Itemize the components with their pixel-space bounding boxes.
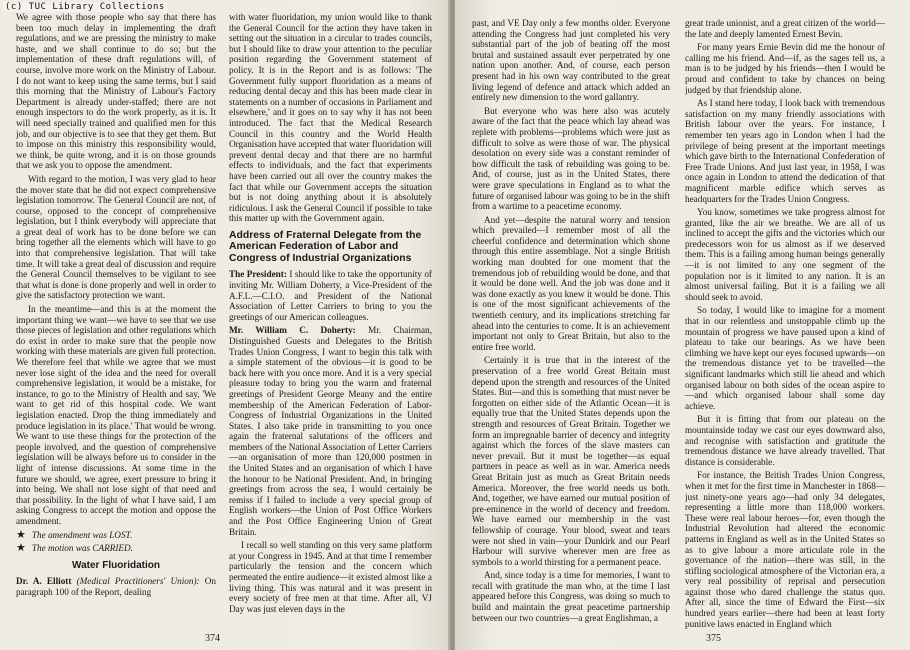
paragraph: Certainly it is true that in the interest of the preservation of a free world Great Britain must depend upon the strength and resources of the United States. But—and this is something that must never be forgotten on either side of the Atlantic Ocean—it is equally true that the United States depends upon the strength and resources of Great Britain. Together we form an impregnable barrier of decency and integrity against which the forces of the slave masters can never prevail. But it must be together—as equal partners in peace as well as in war. America needs Great Britain just as much as Great Britain needs America. Moreover, the free world needs us both. And, together, we have earned our mutual position of pre-eminence in the world of decency and freedom. We have earned our membership in the vast fellowship of courage. Your blood, sweat and tears were not shed in vain—your Dunkirk and our Pearl Harbour will survive wherever men are free as symbols to a world thirsting for a permanent peace. <box>472 355 670 567</box>
paragraph: For many years Ernie Bevin did me the honour of calling me his friend. And—if, as the sages tell us, a man is to be judged by his friends—then I would be proud and confident to take by chances on being judged by that friendship alone. <box>685 42 885 95</box>
paragraph: For instance, the British Trades Union Congress, when it met for the first time in Manchester in 1868—just ninety-one years ago—had only 34 delegates, representing a little more than 118,000 workers. These were real labour heroes—for, even though the Industrial Revolution had altered the economic patterns in England as well as in the United States so as to give labour a more articulate role in the governance of the nation—there was still, in the stifling sociological atmosphere of the Victorian era, a very real possibility of reprisal and persecution against those who dared challenge the status quo. After all, since the time of Edward the First—six hundred years earlier—there had been at least forty punitive laws enacted in England which <box>685 470 885 629</box>
left-column-1 <box>16 12 216 630</box>
right-column-1 <box>472 18 670 630</box>
amendment-result <box>16 530 216 541</box>
paragraph: with water fluoridation, my union would like to thank the General Council for the action they have taken in setting out the situation in a circular to trades councils, but I should like to draw your attention to the peculiar position regarding the Government statement of policy. It is in the Report and is as follows: 'The Government fully support fluoridation as a means of reducing dental decay and this has been made clear in statements on a number of occasions in Parliament and elsewhere,' and it goes on to say why it has not been introduced. The fact that the Medical Research Council in this country and the World Health Organisation have accepted that water fluoridation will prevent dental decay and that there are no harmful effects to individuals, and the fact that experiments have been carried out all over the country makes the fact that while our Government accepts the situation but is not doing anything about it is absolutely ridiculous. I ask the General Council if possible to take this matter up with the Government again. <box>229 12 432 224</box>
section-heading-fraternal-delegate: Address of Fraternal Delegate from the American Federation of Labor and Congress of Industrial Organizations <box>229 229 422 264</box>
paragraph: I recall so well standing on this very same platform at your Congress in 1945. And at that time I remember particularly the tension and the concern which permeated the entire audience—it existed almost like a living thing. This was natural and it was present in every society of free men at that time. After all, VJ Day was just eleven days in the <box>229 540 432 614</box>
page-number-right: 375 <box>706 633 721 644</box>
page-number-left: 374 <box>205 633 220 644</box>
paragraph: With regard to the motion, I was very glad to hear the mover state that he did not expect comprehensive legislation tomorrow. The General Council are not, of course, opposed to the concept of comprehensive legislation, but I think everybody will appreciate that a great deal of work has to be done before we can bring together all the elements which will have to go into that comprehensive legislation. That will take time. It will take a great deal of discussion and require the General Council themselves to be vigilant to see that what is done is done properly and well in order to give the satisfactory protection we want. <box>16 173 216 301</box>
speaker-name: The President: <box>229 269 287 280</box>
star-icon: ★ <box>16 542 26 555</box>
paragraph: But everyone who was here also was acutely aware of the fact that the peace which lay ahead was replete with problems—problems which were just as difficult to solve as were those of war. The physical desolation on every side was a constant reminder of how difficult the task of rebuilding was going to be. And, of course, just as in the United States, there were grave speculations in England as to what the future of organised labour was going to be in the shift from a wartime to a peacetime economy. <box>472 105 670 212</box>
star-icon: ★ <box>16 528 26 541</box>
paragraph: So today, I would like to imagine for a moment that in our relentless and unstoppable climb up the mountain of progress we have paused upon a kind of plateau to take our bearings. As we have been climbing we have kept our eyes focused upwards—on the tremendous distance yet to be travelled—the significant landmarks which still lie ahead and which organised labour on both sides of the ocean aspire to—and which organised labour shall some day achieve. <box>685 305 885 411</box>
paragraph: But it is fitting that from our plateau on the mountainside today we cast our eyes downward also, and recognise with satisfaction and gratitude the tremendous distance we have already travelled. That distance is considerable. <box>685 414 885 467</box>
paragraph: In the meantime—and this is at the moment the important thing we want—we have to see that we use those pieces of legislation and other regulations which do exist in order to make sure that the people now working with these materials are given full protection. We therefore feel that while we agree that we must never lose sight of the idea and the need for overall comprehensive legislation, it would be a mistake, for instance, to go to the Ministry of Health and say, 'We want to get rid of this hospital code. We want legislation enacted. Drop the thing immediately and produce legislation in its place.' That would be wrong. We want to use these things for the protection of the people involved, and the question of comprehensive legislation will be always before us to consider in the light of intense discussions. At some time in the future we should, we agree, exert pressure to bring it into being. We shall not lose sight of that need and that possibility. In the light of what I have said, I am asking Congress to accept the motion and oppose the amendment. <box>16 304 216 526</box>
section-heading-water-fluoridation: Water Fluoridation <box>72 559 160 571</box>
paragraph: As I stand here today, I look back with tremendous satisfaction on my many friendly associations with British labour over the years. For instance, I remember ten years ago in London when I had the privilege of being present at the important meetings which gave birth to the International Confederation of Free Trade Unions. And just last year, in 1958, I was once again in London to attend the dedication of that magnificent marble edifice which serves as headquarters for the Trades Union Congress. <box>685 98 885 204</box>
left-column-2 <box>229 12 432 630</box>
paragraph: great trade unionist, and a great citizen of the world—the late and deeply lamented Ernest Bevin. <box>685 18 885 39</box>
motion-result-text: The motion was CARRIED. <box>31 543 133 554</box>
speaker-name: Mr. William C. Doherty: <box>229 325 356 336</box>
speaker-name: Dr. A. Elliott <box>16 576 72 587</box>
motion-result <box>16 543 216 554</box>
amendment-result-text: The amendment was LOST. <box>31 529 133 540</box>
speaker-organisation: (Medical Practitioners' Union): <box>76 576 200 587</box>
paragraph <box>229 269 432 322</box>
paragraph: And yet—despite the natural worry and tension which prevailed—I remember most of all the cheerful confidence and determination which shone through this entire assemblage. Not a single British working man doubted for one moment that the tremendous job of rebuilding would be done, and that it would be done well. And the job was done and it was done exactly as you knew it would be done. This is one of the most significant achievements of the twentieth century, and its implications stretching far ahead into the centuries to come. It is an achievement important not only to Great Britain, but also to the entire free world. <box>472 214 670 352</box>
collection-watermark: (c) TUC Library Collections <box>5 2 165 12</box>
paragraph <box>16 576 216 597</box>
paragraph-text: I should like to take the opportunity of inviting Mr. William Doherty, a Vice-President of the A.F.L.—C.I.O. and President of the National Association of Letter Carriers to bring to you the greetings of our American colleagues. <box>229 269 432 322</box>
paragraph <box>229 325 432 537</box>
paragraph-text: On paragraph 100 of the Report, dealing <box>16 576 216 597</box>
right-column-2 <box>685 18 885 630</box>
paragraph: And, since today is a time for memories, I want to recall with gratitude the man who, at the time I last appeared before this Congress, was doing so much to build and maintain the great peacetime partnership between our two countries—a great Englishman, a <box>472 570 670 623</box>
paragraph-text: Mr. Chairman, Distinguished Guests and Delegates to the British Trades Union Congress, I want to begin this talk with a simple statement of the obvious—it is good to be back here with you once more. And it is a very special pleasure today to bring you the warm and fraternal greetings of President George Meany and the entire membership of the American Federation of Labor-Congress of Industrial Organizations in the United States. I also take pride in transmitting to you once again the fraternal salutations of the officers and members of the National Association of Letter Carriers—an organisation of more than 120,000 postmen in the United States and an organisation of which I have the honour to be National President. And, in bringing greetings from across the sea, I would certainly be remiss if I failed to include a very special group of English workers—the Union of Post Office Workers and the Post Office Engineering Union of Great Britain. <box>229 325 432 537</box>
paragraph: past, and VE Day only a few months older. Everyone attending the Congress had just completed his very substantial part of the job of beating off the most brutal and sustained assault ever perpetrated by one nation upon another. And, of course, each person present had in his own way contributed to the great living legend of defence and attack which added an entirely new dimension to the word gallantry. <box>472 18 670 103</box>
paragraph: You know, sometimes we take progress almost for granted, like the air we breathe. We are all of us inclined to accept the gifts and the victories which our predecessors won for us almost as if we deserved them. This is a failing among human beings generally—it is not limited to any one segment of the population nor is it limited to any nation. It is an almost universal failing. But it is a failing we all should seek to avoid. <box>685 207 885 302</box>
paragraph: We agree with those people who say that there has been too much delay in implementing the draft regulations, and we are pressing the ministry to make haste, and we shall continue to do so; but the implementation of these draft regulations will, of course, involve more work on the Ministry of Labour. I do not want to keep using the same terms, but I said this morning that the Ministry of Labour's Factory Department is already under-staffed; there are not enough inspectors to do the work properly, as it is. It will need specially trained and qualified men for this job, and our objective is to see that they get them. But to impose on this ministry this responsibility would, we think, be quite wrong, and it is on those grounds that we ask you to oppose the amendment. <box>16 12 216 171</box>
